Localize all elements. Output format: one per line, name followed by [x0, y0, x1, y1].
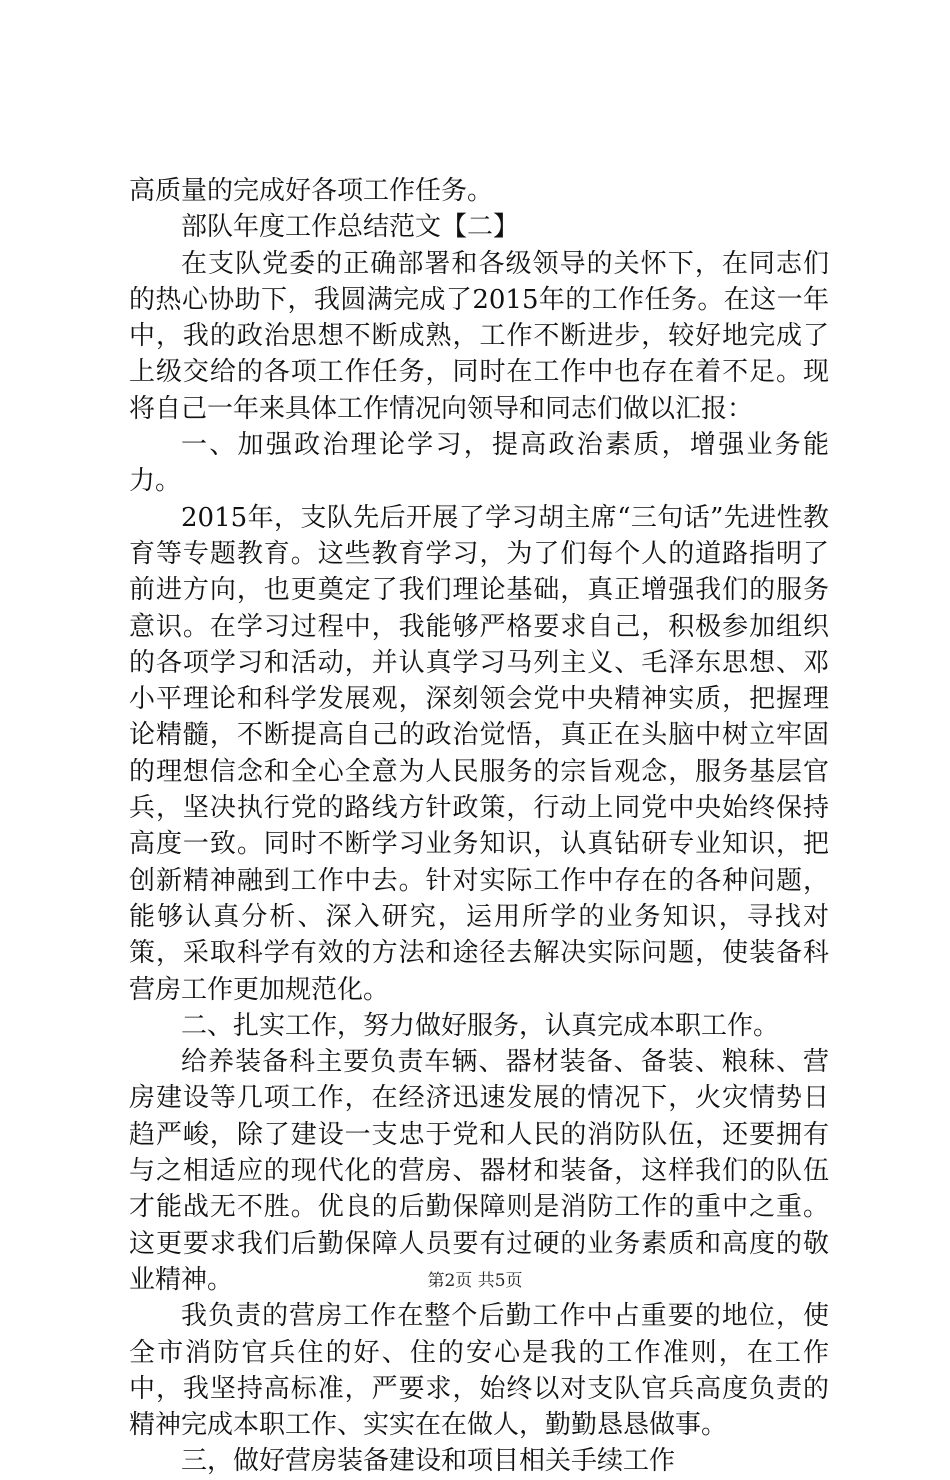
- paragraph: 我负责的营房工作在整个后勤工作中占重要的地位，使全市消防官兵住的好、住的安心是我的工作准则，在工作中，我坚持高标准，严要求，始终以对支队官兵高度负责的精神完成本职工作、实实在在做人，勤勤恳恳做事。: [129, 1301, 829, 1441]
- paragraph: 高质量的完成好各项工作任务。: [129, 176, 494, 206]
- section-heading: 一、加强政治理论学习，提高政治素质，增强业务能力。: [129, 430, 829, 497]
- paragraph: 在支队党委的正确部署和各级领导的关怀下，在同志们的热心协助下，我圆满完成了2015年的工作任务。在这一年中，我的政治思想不断成熟，工作不断进步，较好地完成了上级交给的各项工作任务，同时在工作中也存在着不足。现将自己一年来具体工作情况向领导和同志们做以汇报：: [129, 248, 829, 424]
- section-title: 部队年度工作总结范文【二】: [181, 212, 520, 243]
- section-heading: 二、扎实工作，努力做好服务，认真完成本职工作。: [181, 1010, 780, 1041]
- paragraph: 2015年，支队先后开展了学习胡主席“三句话”先进性教育等专题教育。这些教育学习，为了们每个人的道路指明了前进方向，也更奠定了我们理论基础，真正增强我们的服务意识。在学习过程中，我能够严格要求自己，积极参加组织的各项学习和活动，并认真学习马列主义、毛泽东思想、邓小平理论和科学发展观，深刻领会党中央精神实质，把握理论精髓，不断提高自己的政治觉悟，真正在头脑中树立牢固的理想信念和全心全意为人民服务的宗旨观念，服务基层官兵，坚决执行党的路线方针政策，行动上同党中央始终保持高度一致。同时不断学习业务知识，认真钻研专业知识，把创新精神融到工作中去。针对实际工作中存在的各种问题，能够认真分析、深入研究，运用所学的业务知识，寻找对策，采取科学有效的方法和途径去解决实际问题，使装备科营房工作更加规范化。: [129, 502, 829, 1005]
- page-footer: [0, 1269, 950, 1293]
- paragraph: 给养装备科主要负责车辆、器材装备、备装、粮秣、营房建设等几项工作，在经济迅速发展的情况下，火灾情势日趋严峻，除了建设一支忠于党和人民的消防队伍，还要拥有与之相适应的现代化的营房、器材和装备，这样我们的队伍才能战无不胜。优良的后勤保障则是消防工作的重中之重。这更要求我们后勤保障人员要有过硬的业务素质和高度的敬业精神。: [129, 1047, 829, 1295]
- page-number: 第2页 共5页: [427, 1271, 523, 1291]
- section-heading: 三，做好营房装备建设和项目相关手续工作: [181, 1446, 676, 1477]
